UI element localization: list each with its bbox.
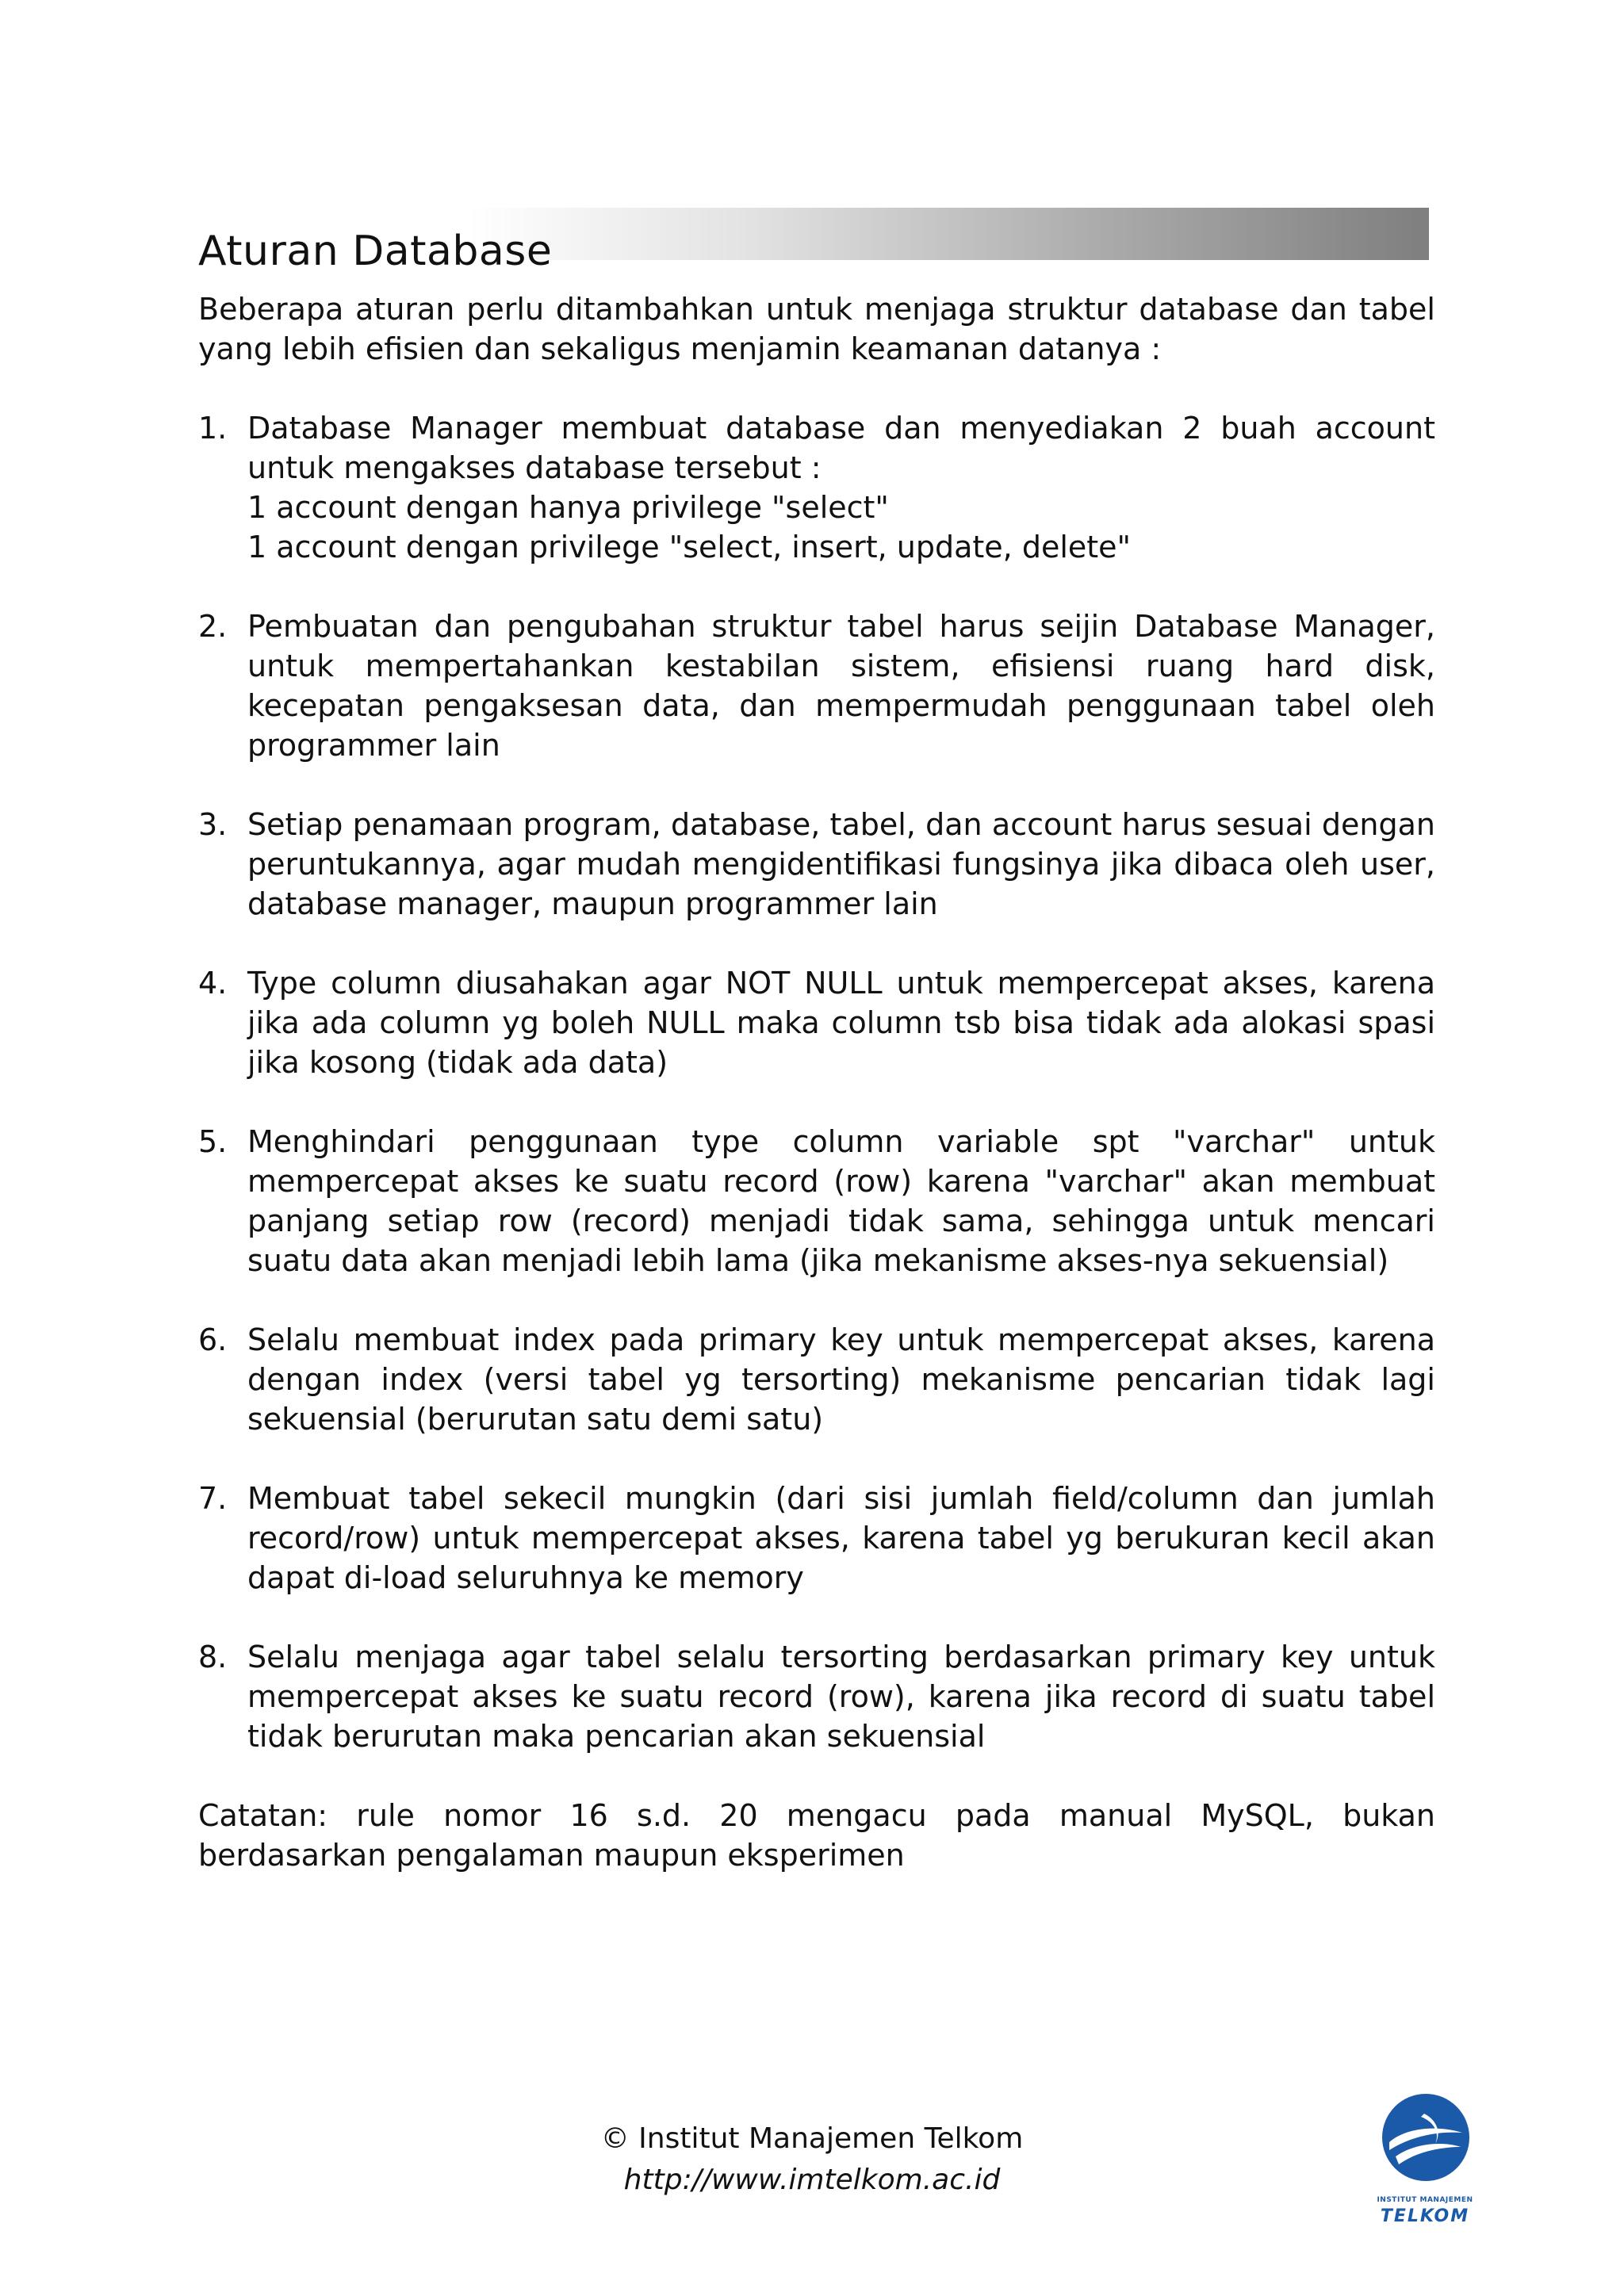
rule-item bbox=[198, 607, 1435, 765]
rule-item bbox=[198, 963, 1435, 1082]
rules-list bbox=[198, 408, 1435, 1756]
logo-caption-big: TELKOM bbox=[1380, 2206, 1470, 2226]
rule-number: 8. bbox=[198, 1640, 228, 1674]
rule-number: 6. bbox=[198, 1322, 228, 1357]
footer-copyright: © Institut Manajemen Telkom bbox=[600, 2122, 1024, 2155]
rule-text: Type column diusahakan agar NOT NULL untuk mempercepat akses, karena jika ada column yg boleh NULL maka column tsb bisa tidak ada alokasi spasi jika kosong (tidak ada data) bbox=[247, 966, 1435, 1080]
telkom-logo-icon bbox=[1378, 2093, 1473, 2212]
rule-text: Setiap penamaan program, database, tabel, dan account harus sesuai dengan peruntukannya, agar mudah mengidentifikasi fungsinya jika dibaca oleh user, database manager, maupun programmer lain bbox=[247, 807, 1435, 921]
rule-text: Selalu membuat index pada primary key untuk mempercepat akses, karena dengan index (versi tabel yg tersorting) mekanisme pencarian tidak lagi sekuensial (berurutan satu demi satu) bbox=[247, 1322, 1435, 1437]
rule-item bbox=[198, 1637, 1435, 1756]
note-paragraph: Catatan: rule nomor 16 s.d. 20 mengacu pada manual MySQL, bukan berdasarkan pengalaman maupun eksperimen bbox=[198, 1798, 1435, 1873]
intro-paragraph: Beberapa aturan perlu ditambahkan untuk menjaga struktur database dan tabel yang lebih efisien dan sekaligus menjamin keamanan datanya : bbox=[198, 292, 1435, 366]
page-content bbox=[198, 289, 1435, 1875]
logo-caption-small: INSTITUT MANAJEMEN bbox=[1377, 2196, 1473, 2204]
rule-number: 3. bbox=[198, 807, 228, 842]
rule-text: Membuat tabel sekecil mungkin (dari sisi jumlah field/column dan jumlah record/row) untuk mempercepat akses, karena tabel yg berukuran kecil akan dapat di-load seluruhnya ke memory bbox=[247, 1481, 1435, 1595]
rule-text: Selalu menjaga agar tabel selalu tersorting berdasarkan primary key untuk mempercepat akses ke suatu record (row), karena jika record di suatu tabel tidak berurutan maka pencarian akan sekuensial bbox=[247, 1640, 1435, 1754]
rule-text: Database Manager membuat database dan menyediakan 2 buah account untuk mengakses database tersebut : bbox=[247, 411, 1435, 485]
rule-item bbox=[198, 1122, 1435, 1280]
rule-number: 4. bbox=[198, 966, 228, 1001]
rule-text: Pembuatan dan pengubahan struktur tabel harus seijin Database Manager, untuk mempertahankan kestabilan sistem, efisiensi ruang hard disk, kecepatan pengaksesan data, dan mempermudah penggunaan tabel oleh programmer lain bbox=[247, 609, 1435, 763]
page-title: Aturan Database bbox=[198, 227, 553, 275]
rule-item bbox=[198, 408, 1435, 567]
rule-number: 2. bbox=[198, 609, 228, 644]
rule-number: 7. bbox=[198, 1481, 228, 1516]
rule-text: Menghindari penggunaan type column variable spt "varchar" untuk mempercepat akses ke suatu record (row) karena "varchar" akan membuat panjang setiap row (record) menjadi tidak sama, sehingga untuk mencari suatu data akan menjadi lebih lama (jika mekanisme akses-nya sekuensial) bbox=[247, 1124, 1435, 1278]
rule-item bbox=[198, 1479, 1435, 1598]
rule-item bbox=[198, 1320, 1435, 1439]
rule-subline: 1 account dengan hanya privilege "select" bbox=[247, 490, 889, 525]
rule-item bbox=[198, 805, 1435, 924]
rule-subline: 1 account dengan privilege "select, insert, update, delete" bbox=[247, 530, 1132, 564]
footer-url-link[interactable]: http://www.imtelkom.ac.id bbox=[623, 2164, 1001, 2196]
rule-number: 1. bbox=[198, 411, 228, 446]
rule-number: 5. bbox=[198, 1124, 228, 1159]
